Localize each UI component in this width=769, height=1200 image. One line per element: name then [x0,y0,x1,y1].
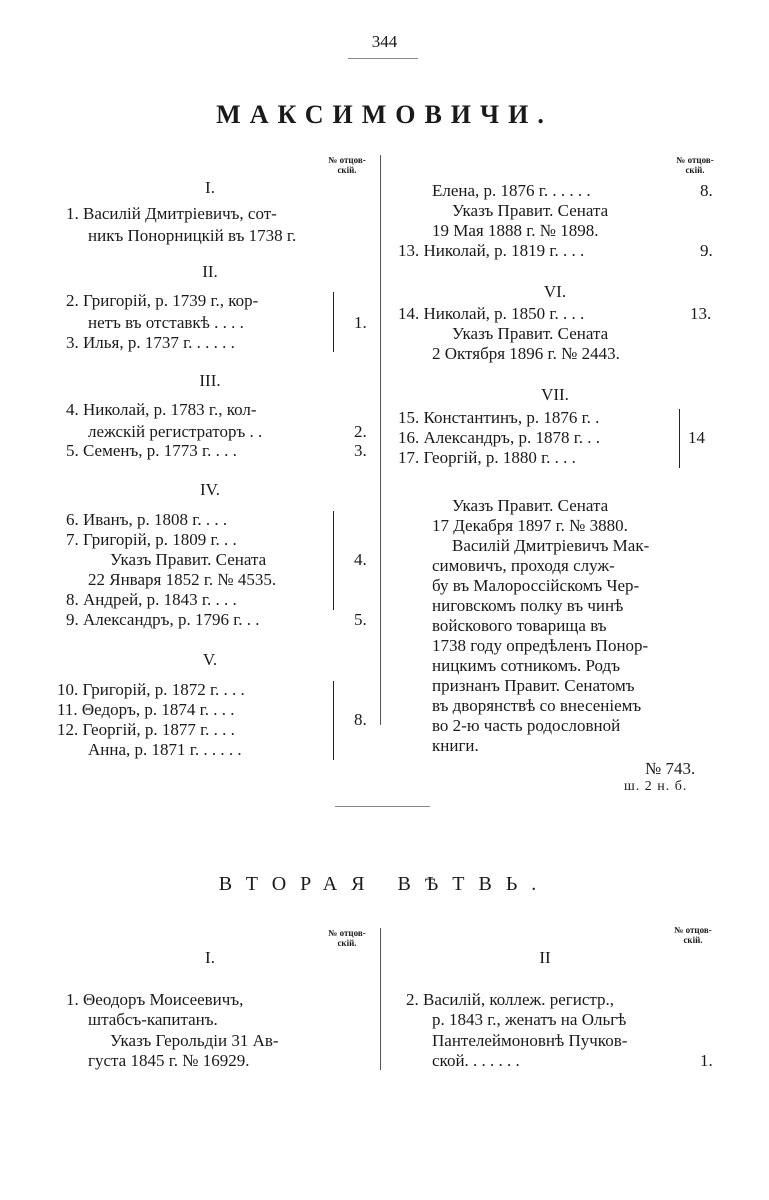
entry-2-line1: 2. Григорій, р. 1739 г., кор- [66,291,259,310]
entry-4-line1: 4. Николай, р. 1783 г., кол- [66,400,257,419]
note-line-5: бу въ Малороссійскомъ Чер- [432,576,640,595]
entry-6: 6. Иванъ, р. 1808 г. . . . [66,510,228,529]
generation-heading-3: III. [199,371,221,390]
entry-elena: Елена, р. 1876 г. . . . . . [432,181,591,200]
left-column-header-2: № отцов- скій. [328,928,366,948]
entry-7-decree-line1: Указъ Правит. Сената [110,550,267,569]
brace-6-8 [333,511,334,610]
father-ref-3: 3. [354,441,367,460]
section-rule [335,806,430,807]
note-line-4: симовичъ, проходя служ- [432,556,615,575]
entry-b1-line2: штабсъ-капитанъ. [88,1010,218,1029]
entry-3: 3. Илья, р. 1737 г. . . . . . [66,333,235,352]
right-column-header-2: № отцов- скій. [674,925,712,945]
entry-8: 8. Андрей, р. 1843 г. . . . [66,590,237,609]
generation-heading-2: II. [202,262,218,281]
note-line-2: 17 Декабря 1897 г. № 3880. [432,516,628,535]
entry-12: 12. Георгій, р. 1877 г. . . . [57,720,235,739]
brace-2-3 [333,292,334,352]
note-reference: ш. 2 н. б. [624,779,688,794]
entry-17: 17. Георгій, р. 1880 г. . . . [398,448,576,467]
note-line-7: войскового товарища въ [432,616,607,635]
generation-heading-1: I. [205,178,215,197]
entry-5: 5. Семенъ, р. 1773 г. . . . [66,441,237,460]
father-ref-2: 2. [354,422,367,441]
father-ref-14: 14 [688,428,705,447]
entry-elena-decree-line2: 19 Мая 1888 г. № 1898. [432,221,599,240]
entry-elena-decree-line1: Указъ Правит. Сената [452,201,609,220]
note-line-12: во 2-ю часть родословной [432,716,621,735]
entry-1-line1: 1. Василій Дмитріевичъ, сот- [66,204,277,223]
entry-7-decree-line2: 22 Января 1852 г. № 4535. [88,570,277,589]
entry-11: 11. Θедоръ, р. 1874 г. . . . [57,700,235,719]
note-line-6: ниговскомъ полку въ чинѣ [432,596,624,615]
generation-heading-7: VII. [541,385,569,404]
section-subtitle: ВТОРАЯ ВѢТВЬ. [218,873,551,895]
left-column-header: № отцов- скій. [328,155,366,175]
note-line-11: въ дворянствѣ со внесеніемъ [432,696,642,715]
entry-13: 13. Николай, р. 1819 г. . . . [398,241,585,260]
note-number: № 743. [645,759,696,778]
generation-heading-4: IV. [200,480,220,499]
column-divider [380,155,381,725]
entry-b2-line3: Пантелеймоновнѣ Пучков- [432,1031,628,1050]
father-ref-13: 13. [690,304,712,323]
generation-heading-b1: I. [205,948,215,967]
header-rule [348,58,418,59]
page-number: 344 [371,32,398,51]
entry-14: 14. Николай, р. 1850 г. . . . [398,304,585,323]
second-column-divider [380,928,381,1070]
note-line-3: Василій Дмитріевичъ Мак- [452,536,650,555]
generation-heading-5: V. [202,650,218,669]
page-title: МАКСИМОВИЧИ. [216,100,553,129]
father-ref-9: 9. [700,241,713,260]
right-column-header: № отцов- скій. [676,155,714,175]
entry-10: 10. Григорій, р. 1872 г. . . . [57,680,245,699]
entry-b2-line1: 2. Василій, коллеж. регистр., [406,990,615,1009]
entry-15: 15. Константинъ, р. 1876 г. . [398,408,600,427]
father-ref-r1: 8. [700,181,713,200]
entry-9: 9. Александръ, р. 1796 г. . . [66,610,260,629]
entry-14-decree-line2: 2 Октября 1896 г. № 2443. [432,344,620,363]
father-ref-b2: 1. [700,1051,713,1070]
brace-10-12 [333,681,334,760]
entry-b2-line2: р. 1843 г., женатъ на Ольгѣ [432,1010,627,1029]
entry-b1-line3: Указъ Герольдіи 31 Ав- [110,1031,279,1050]
entry-1-line2: никъ Понорницкій въ 1738 г. [88,226,297,245]
note-line-9: ницкимъ сотникомъ. Родъ [432,656,620,675]
entry-7: 7. Григорій, р. 1809 г. . . [66,530,237,549]
note-line-10: признанъ Правит. Сенатомъ [432,676,635,695]
entry-16: 16. Александръ, р. 1878 г. . . [398,428,601,447]
brace-15-17 [679,409,680,468]
entry-b2-line4: ской. . . . . . . [432,1051,520,1070]
entry-14-decree-line1: Указъ Правит. Сената [452,324,609,343]
note-line-1: Указъ Правит. Сената [452,496,609,515]
father-ref-8: 8. [354,710,367,729]
father-ref-4: 4. [354,550,367,569]
father-ref-5: 5. [354,610,367,629]
entry-b1-line4: густа 1845 г. № 16929. [88,1051,250,1070]
note-line-8: 1738 году опредѣленъ Понор- [432,636,649,655]
entry-2-line2: нетъ въ отставкѣ . . . . [88,313,244,332]
generation-heading-6: VI. [543,282,567,301]
note-line-13: книги. [432,736,479,755]
entry-12b: Анна, р. 1871 г. . . . . . [88,740,242,759]
entry-b1-line1: 1. Θеодоръ Моисеевичъ, [66,990,244,1009]
father-ref-1: 1. [354,313,367,332]
generation-heading-b2: II [539,948,551,967]
entry-4-line2: лежскій регистраторъ . . [88,422,263,441]
